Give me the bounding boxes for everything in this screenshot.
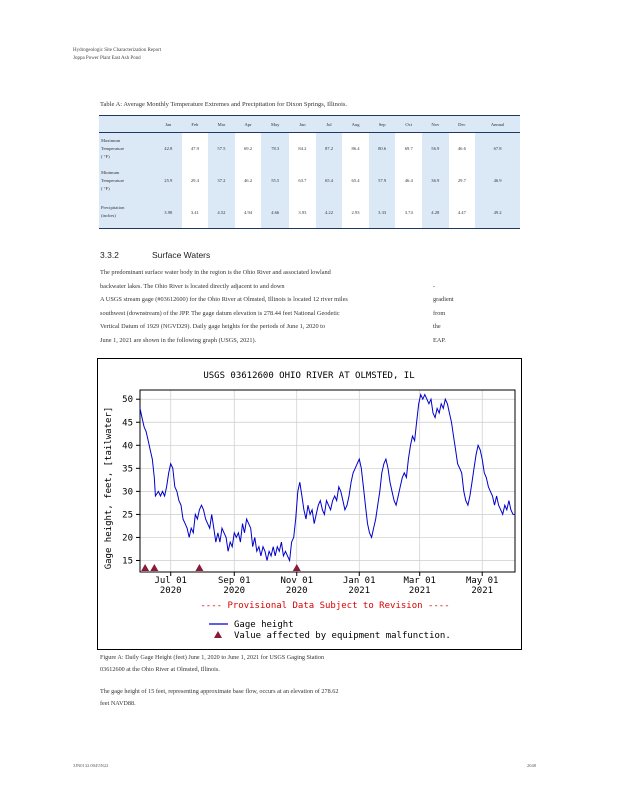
row-label-line: (inches) (101, 213, 116, 219)
table-month-header: Apr (235, 116, 262, 133)
row-label-line: Temperature (101, 177, 125, 183)
table-cell: 3.74 (395, 197, 422, 229)
table-cell: 37.2 (208, 165, 235, 197)
y-tick-label: 30 (122, 487, 133, 498)
paragraph-line: June 1, 2021 are shown in the following graph (USGS, 2021). (100, 336, 257, 344)
header-site-name: Joppa Power Plant East Ash Pond (73, 56, 141, 61)
table-header-row (99, 116, 520, 133)
table-cell: 47.9 (182, 133, 209, 165)
figure-caption-line: Figure A: Daily Gage Height (feet) June 1, 2020 to June 1, 2021 for USGS Gaging Station (100, 654, 325, 661)
table-month-header: Mar (208, 116, 235, 133)
table-cell: 69.2 (235, 133, 262, 165)
paragraph-line: feet NAVD88. (100, 700, 136, 707)
x-tick-year: 2020 (159, 586, 182, 596)
table-cell: 3.98 (155, 197, 182, 229)
table-cell: 4.22 (316, 197, 343, 229)
chart-title: USGS 03612600 OHIO RIVER AT OLMSTED, IL (203, 371, 415, 381)
row-label-line: Maximum (101, 137, 121, 143)
table-row (99, 165, 520, 197)
y-tick-label: 20 (122, 533, 133, 544)
table-cell: 4.52 (208, 197, 235, 229)
table-cell: 29.7 (449, 165, 476, 197)
x-tick-label: Sep 01 (218, 576, 251, 586)
table-cell: 80.6 (369, 133, 396, 165)
section-number: 3.3.2 (100, 250, 119, 260)
table-month-header: Jul (316, 116, 343, 133)
x-tick-year: 2021 (348, 586, 371, 596)
x-tick-label: Nov 01 (280, 576, 314, 586)
paragraph-line: A USGS stream gage (#03612600) for the Ohio River at Olmsted, Illinois is located 12 river miles (100, 296, 348, 303)
paragraph-line: backwater lakes. The Ohio River is located directly adjacent to and down - gradient from the EAP. (100, 280, 348, 294)
footer-project-number: 3JN0132.004\5N22 (73, 763, 109, 768)
section-heading (100, 250, 210, 260)
table-cell: 56.9 (422, 133, 449, 165)
x-tick-label: Jul 01 (154, 576, 187, 586)
paragraph-line: Vertical Datum of 1929 (NGVD29). Daily gage heights for the periods of June 1, 2020 to (100, 323, 326, 330)
table-cell: 3.93 (289, 197, 316, 229)
table-month-header: Aug (342, 116, 369, 133)
x-tick-label: Mar 01 (403, 576, 436, 586)
table-cell: 57.9 (369, 165, 396, 197)
y-tick-label: 50 (122, 395, 133, 406)
table-caption: Table A: Average Monthly Temperature Extremes and Precipitation for Dixon Springs, Illinois. (100, 101, 348, 108)
section-title: Surface Waters (152, 250, 211, 260)
table-month-header: Jan (155, 116, 182, 133)
table-month-header: Sep (369, 116, 396, 133)
gage-height-chart (97, 358, 522, 650)
paragraph-line: The predominant surface water body in the region is the Ohio River and associated lowland (100, 269, 331, 276)
table-row-label (99, 165, 155, 197)
y-tick-label: 45 (122, 418, 133, 429)
table-cell: 4.47 (449, 197, 476, 229)
y-tick-label: 25 (122, 510, 133, 521)
figure-caption-line: 03612600 at the Ohio River at Olmsted, Illinois. (100, 666, 220, 673)
table-cell: 46.6 (449, 133, 476, 165)
row-label-line: Precipitation (101, 205, 125, 211)
legend-marker-label: Value affected by equipment malfunction. (234, 631, 451, 641)
table-cell: 57.5 (208, 133, 235, 165)
table-cell: 46.9 (475, 165, 520, 197)
table-row-label (99, 133, 155, 165)
table-month-header: Dec (449, 116, 476, 133)
table-cell: 65.4 (342, 165, 369, 197)
x-tick-year: 2020 (223, 586, 246, 596)
table-cell: 55.5 (261, 165, 289, 197)
table-cell: 46.4 (395, 165, 422, 197)
provisional-note: ---- Provisional Data Subject to Revision ---- (200, 601, 450, 611)
table-month-header: Annual (475, 116, 520, 133)
table-cell: 3.41 (182, 197, 209, 229)
table-cell: 49.2 (475, 197, 520, 229)
table-month-header: Oct (395, 116, 422, 133)
table-cell: 42.8 (155, 133, 182, 165)
base-flow-paragraph (100, 686, 338, 710)
y-tick-label: 40 (122, 441, 133, 452)
table-cell: 25.9 (155, 165, 182, 197)
table-cell: 86.4 (342, 133, 369, 165)
table-row (99, 133, 520, 165)
table-cell: 63.7 (289, 165, 316, 197)
table-row-label (99, 197, 155, 229)
table-cell: 4.66 (261, 197, 289, 229)
table-cell: 69.7 (395, 133, 422, 165)
y-axis-label: Gage height, feet, [tailwater] (104, 406, 114, 570)
row-label-line: Temperature (101, 145, 125, 151)
table-cell: 67.8 (475, 133, 520, 165)
page-header (73, 47, 161, 63)
x-tick-year: 2021 (408, 586, 431, 596)
table-cell: 46.2 (235, 165, 262, 197)
climate-table (99, 115, 520, 229)
paragraph-line-fragment: - gradient from the EAP. (433, 282, 454, 344)
table-month-header: May (261, 116, 289, 133)
table-month-header: Feb (182, 116, 209, 133)
y-tick-label: 15 (122, 556, 133, 567)
paragraph-line: The gage height of 15 feet, representing approximate base flow, occurs at an elevation of 278.62 (100, 688, 339, 695)
x-tick-year: 2020 (285, 586, 308, 596)
figure-caption (100, 652, 400, 676)
x-tick-label: May 01 (465, 576, 499, 586)
header-report-title: Hydrogeologic Site Characterization Report (73, 48, 162, 53)
table-cell: 3.33 (369, 197, 396, 229)
x-tick-year: 2021 (471, 586, 494, 596)
x-tick-label: Jan 01 (343, 576, 376, 586)
table-cell: 4.94 (235, 197, 262, 229)
table-cell: 65.4 (316, 165, 343, 197)
table-month-header: Nov (422, 116, 449, 133)
table-row (99, 197, 520, 229)
table-cell: 78.3 (261, 133, 289, 165)
surface-water-paragraph (100, 266, 454, 347)
table-cell: 4.28 (422, 197, 449, 229)
table-cell: 84.2 (289, 133, 316, 165)
table-month-header: Jun (289, 116, 316, 133)
paragraph-line: southwest (downstream) of the JPP. The gage datum elevation is 278.44 feet National Geodetic (100, 309, 340, 317)
row-label-line: ( °F) (101, 153, 110, 159)
y-tick-label: 35 (122, 464, 133, 475)
row-label-line: ( °F) (101, 185, 110, 191)
table-cell: 2.93 (342, 197, 369, 229)
table-cell: 29.4 (182, 165, 209, 197)
legend-series-label: Gage height (234, 620, 294, 630)
row-label-line: Minimum (101, 169, 120, 175)
table-cell: 36.9 (422, 165, 449, 197)
footer-page-number: 2048 (527, 763, 536, 768)
table-cell: 87.2 (316, 133, 343, 165)
